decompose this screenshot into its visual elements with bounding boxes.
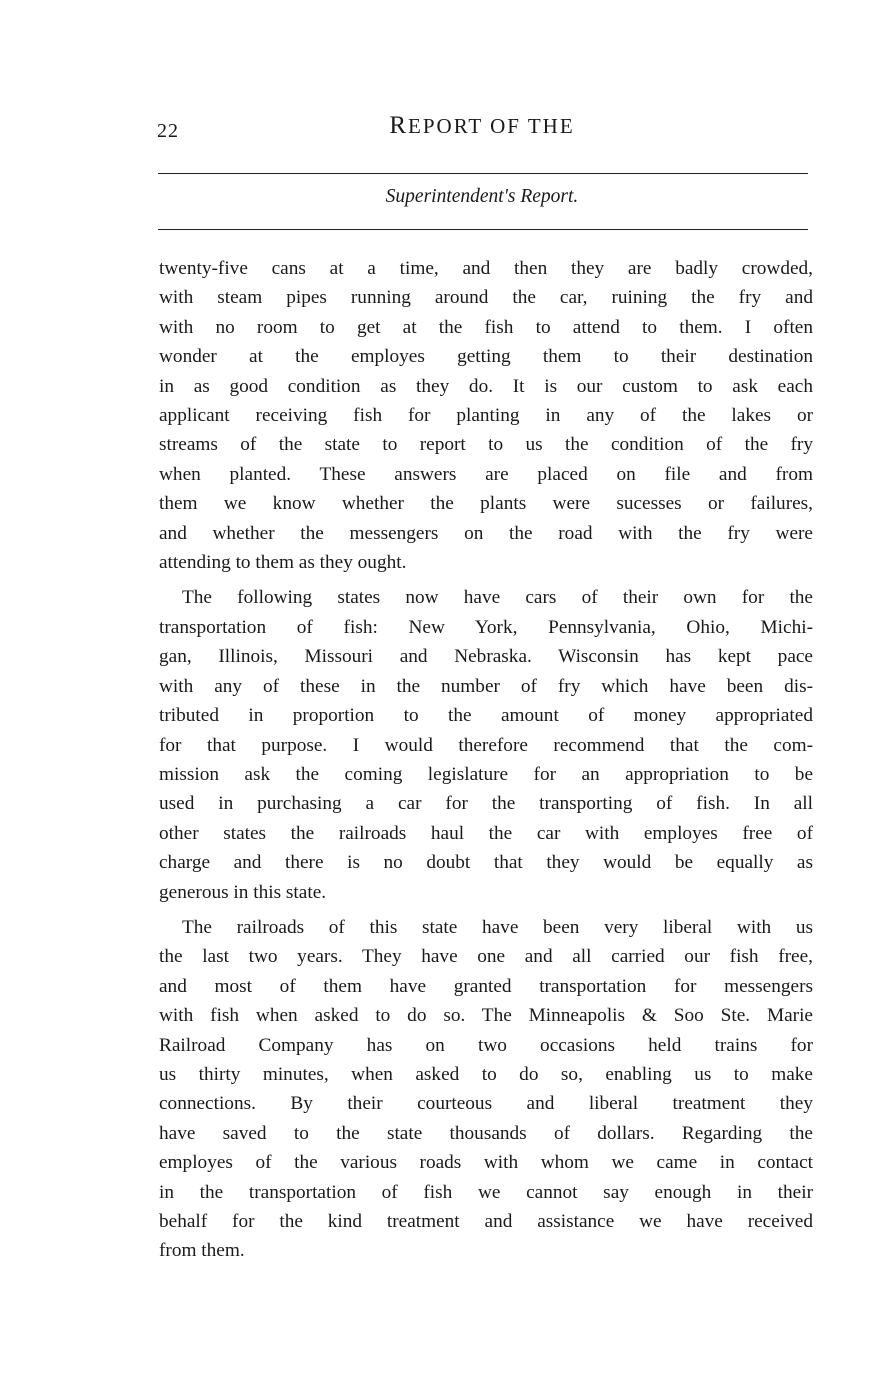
text-line: mission ask the coming legislature for an appropriation to be <box>159 763 813 785</box>
paragraph <box>159 913 813 1266</box>
text-line: with any of these in the number of fry which have been dis- <box>159 675 813 697</box>
text-line: twenty-five cans at a time, and then they are badly crowded, <box>159 258 813 279</box>
text-line: wonder at the employes getting them to their destination <box>159 346 813 368</box>
header-rule-top <box>158 173 808 174</box>
text-line: generous in this state. <box>159 881 327 903</box>
text-line: applicant receiving fish for planting in any of the lakes or <box>159 405 813 427</box>
running-head-initial: R <box>389 112 409 139</box>
text-line: the last two years. They have one and all carried our fish free, <box>159 946 813 968</box>
text-line: transportation of fish: New York, Pennsylvania, Ohio, Michi- <box>159 616 813 638</box>
text-line: connections. By their courteous and liberal treatment they <box>159 1093 813 1115</box>
text-line: for that purpose. I would therefore recommend that the com- <box>159 734 813 756</box>
text-line: in the transportation of fish we cannot say enough in their <box>159 1181 813 1203</box>
text-line: with no room to get at the fish to attend to them. I often <box>159 316 813 338</box>
text-line: Railroad Company has on two occasions held trains for <box>159 1034 813 1056</box>
text-line: them we know whether the plants were sucesses or failures, <box>159 493 813 515</box>
text-line: with steam pipes running around the car, ruining the fry and <box>159 287 813 309</box>
text-line: and most of them have granted transportation for messengers <box>159 975 813 997</box>
text-line: from them. <box>159 1240 245 1262</box>
text-line: The railroads of this state have been very liberal with us <box>182 916 813 938</box>
paragraph <box>159 254 813 577</box>
text-line: have saved to the state thousands of dollars. Regarding the <box>159 1122 813 1144</box>
running-head-rest: EPORT OF THE <box>408 114 575 138</box>
body-text <box>159 254 813 1266</box>
text-line: attending to them as they ought. <box>159 552 407 574</box>
text-line: with fish when asked to do so. The Minneapolis & Soo Ste. Marie <box>159 1005 813 1027</box>
text-line: The following states now have cars of their own for the <box>182 587 813 609</box>
text-line: used in purchasing a car for the transporting of fish. In all <box>159 793 813 815</box>
page-number: 22 <box>157 120 179 142</box>
text-line: streams of the state to report to us the condition of the fry <box>159 434 813 456</box>
text-line: behalf for the kind treatment and assistance we have received <box>159 1211 813 1232</box>
text-line: employes of the various roads with whom we came in contact <box>159 1152 813 1174</box>
text-line: us thirty minutes, when asked to do so, enabling us to make <box>159 1063 813 1085</box>
text-line: when planted. These answers are placed on file and from <box>159 463 813 485</box>
text-line: tributed in proportion to the amount of money appropriated <box>159 705 813 727</box>
text-line: gan, Illinois, Missouri and Nebraska. Wisconsin has kept pace <box>159 646 813 668</box>
paragraph <box>159 583 813 906</box>
text-line: charge and there is no doubt that they would be equally as <box>159 852 813 874</box>
header-rule-bottom <box>158 229 808 230</box>
text-line: and whether the messengers on the road with the fry were <box>159 522 813 544</box>
section-title: Superintendent's Report. <box>385 186 579 207</box>
running-head <box>157 112 807 140</box>
text-line: in as good condition as they do. It is our custom to ask each <box>159 375 813 397</box>
text-line: other states the railroads haul the car with employes free of <box>159 822 813 844</box>
